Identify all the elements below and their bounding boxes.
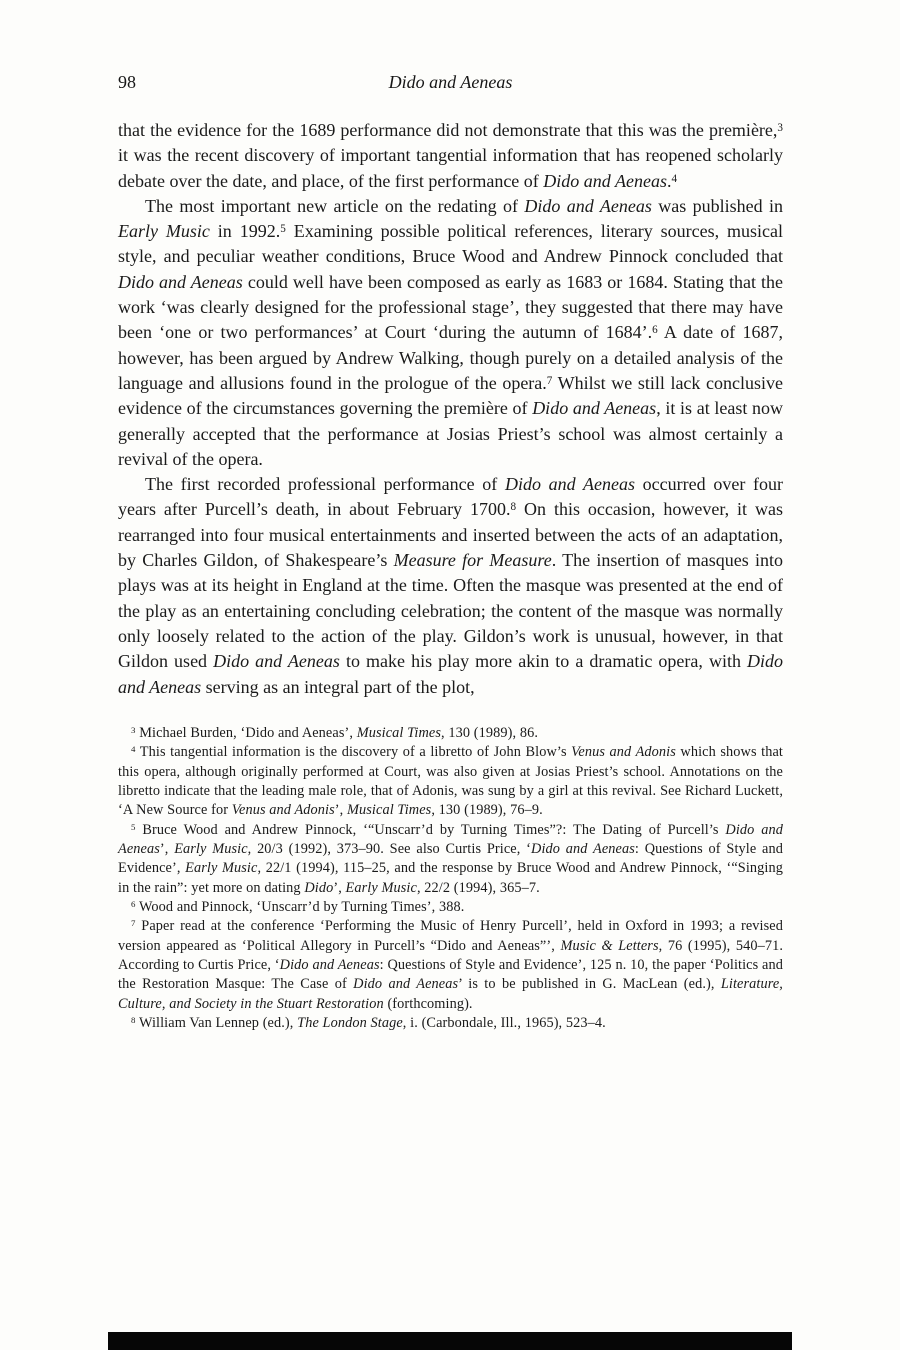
text-run: , 22/2 (1994), 365–7. xyxy=(416,879,540,896)
text-run: was published in xyxy=(651,195,784,216)
paragraph xyxy=(118,118,783,194)
italic-text-run: Dido and Aeneas xyxy=(118,821,783,857)
footnote-number: 5 xyxy=(131,821,136,832)
italic-text-run: Dido and Aeneas xyxy=(279,956,380,973)
text-run: On this occasion, however, it was rearranged into four musical entertainments and inserted between the acts of an adaptation, by Charles Gildon, of Shakespeare’s xyxy=(118,499,783,571)
footnote xyxy=(118,917,783,1014)
italic-text-run: Dido and Aeneas xyxy=(118,651,784,697)
footnote-ref: 3 xyxy=(777,121,783,134)
italic-text-run: Dido and Aeneas xyxy=(353,976,459,993)
italic-text-run: Dido and Aeneas xyxy=(543,170,667,191)
text-run: to make his play more akin to a dramatic opera, with xyxy=(339,651,748,672)
footnote xyxy=(118,898,783,917)
text-run: : Questions of Style and Evidence’, xyxy=(118,840,783,877)
italic-text-run: Early Music xyxy=(345,879,417,896)
text-run: occurred over four years after Purcell’s death, in about February 1700. xyxy=(118,474,783,520)
footnote xyxy=(118,743,783,820)
text-run: , 130 (1989), 86. xyxy=(441,724,539,741)
italic-text-run: Early Music xyxy=(185,860,258,877)
text-run: , 20/3 (1992), 373–90. See also Curtis Price, ‘ xyxy=(247,840,532,857)
text-run: . xyxy=(666,170,672,191)
scan-artifact-bar xyxy=(108,1332,792,1350)
italic-text-run: Musical Times xyxy=(356,724,442,741)
paragraph xyxy=(118,194,783,472)
text-run: serving as an integral part of the plot, xyxy=(201,676,475,697)
italic-text-run: Dido and Aeneas xyxy=(532,398,657,419)
text-run: Examining possible political references, literary sources, musical style, and peculiar weather conditions, Bruce Wood and Andrew Pinnock concluded that xyxy=(118,221,783,267)
italic-text-run: Dido and Aeneas xyxy=(118,271,243,292)
text-run: William Van Lennep (ed.), xyxy=(135,1014,298,1031)
text-run: , it is at least now generally accepted that the performance at Josias Priest’s school was almost certainly a revival of the opera. xyxy=(118,398,784,469)
text-run: could well have been composed as early as 1683 or 1684. Stating that the work ‘was clearly designed for the professional stage’, they suggested that there may have been ‘one or two performances’ at Court ‘during the autumn of 1684’. xyxy=(118,271,783,343)
italic-text-run: Venus and Adonis xyxy=(231,802,335,819)
italic-text-run: Dido and Aeneas xyxy=(531,840,635,857)
text-run: (forthcoming). xyxy=(383,995,473,1012)
footnote-number: 7 xyxy=(131,918,136,929)
text-run: in 1992. xyxy=(209,221,281,242)
text-run: ’, xyxy=(333,879,346,896)
italic-text-run: Dido and Aeneas xyxy=(504,474,635,495)
text-run: Wood and Pinnock, ‘Unscarr’d by Turning Times’, 388. xyxy=(135,898,465,915)
paragraph xyxy=(118,472,783,700)
text-run: Whilst we still lack conclusive evidence of the circumstances governing the première of xyxy=(118,372,784,419)
text-run: Michael Burden, ‘Dido and Aeneas’, xyxy=(135,724,357,741)
text-run: ’, xyxy=(334,802,347,819)
footnote-ref: 8 xyxy=(510,501,517,514)
italic-text-run: Music & Letters xyxy=(560,937,659,954)
footnote-number: 8 xyxy=(131,1015,136,1025)
italic-text-run: Dido and Aeneas xyxy=(524,195,652,216)
footnote xyxy=(118,1014,783,1033)
running-head xyxy=(118,72,783,98)
italic-text-run: Measure for Measure xyxy=(393,550,552,571)
page-number: 98 xyxy=(118,72,136,92)
text-run: The most important new article on the redating of xyxy=(145,195,525,216)
text-run: Paper read at the conference ‘Performing the Music of Henry Purcell’, held in Oxford in 1993; a revised version appeared as ‘Political Allegory in Purcell’s “Dido and Aeneas”’, xyxy=(118,918,783,954)
text-run: which shows that this opera, although originally performed at Court, was also given at Josias Priest’s school. Annotations on the libretto indicate that the leading male role, that of Adonis, was sung by a girl at this revival. See Richard Luckett, ‘A New Source for xyxy=(118,744,783,819)
italic-text-run: Dido xyxy=(304,879,334,896)
italic-text-run: Venus and Adonis xyxy=(571,744,676,761)
italic-text-run: Musical Times xyxy=(347,802,432,819)
footnote-number: 3 xyxy=(131,724,136,735)
running-title: Dido and Aeneas xyxy=(388,72,513,92)
footnote-ref: 4 xyxy=(671,172,678,185)
text-run: it was the recent discovery of important tangential information that has reopened scholarly debate over the date, and place, of the first performance of xyxy=(118,145,783,191)
footnote-number: 6 xyxy=(131,898,136,909)
text-run: The first recorded professional performance of xyxy=(145,474,505,495)
text-run: , i. (Carbondale, Ill., 1965), 523–4. xyxy=(402,1014,606,1031)
body-text xyxy=(118,118,783,700)
italic-text-run: Early Music xyxy=(174,840,248,857)
footnote xyxy=(118,724,783,743)
text-run: A date of 1687, however, has been argued by Andrew Walking, though purely on a detailed analysis of the language and allusions found in the prologue of the opera. xyxy=(118,322,783,393)
footnote-ref: 6 xyxy=(652,324,658,337)
text-run: , 76 (1995), 540–71. According to Curtis Price, ‘ xyxy=(118,937,783,973)
footnote-number: 4 xyxy=(131,744,136,755)
text-block xyxy=(118,72,783,1033)
text-run: ’, xyxy=(159,840,175,857)
footnote-ref: 7 xyxy=(546,374,553,387)
text-run: . The insertion of masques into plays was at its height in England at the time. Often the masque was presented at the end of the play as an entertaining concluding celebration; the content of the masque was normally only loosely related to the action of the play. Gildon’s work is unusual, however, in that Gildon used xyxy=(118,550,783,672)
italic-text-run: Early Music xyxy=(118,221,210,242)
footnote-ref: 5 xyxy=(280,223,286,236)
italic-text-run: Dido and Aeneas xyxy=(213,651,340,672)
text-run: This tangential information is the discovery of a libretto of John Blow’s xyxy=(135,744,572,761)
text-run: that the evidence for the 1689 performance did not demonstrate that this was the première, xyxy=(118,120,778,140)
text-run: , 22/1 (1994), 115–25, and the response by Bruce Wood and Andrew Pinnock, ‘“Singing in the rain”: yet more on dating xyxy=(118,860,783,896)
italic-text-run: Literature, Culture, and Society in the Stuart Restoration xyxy=(118,976,783,1012)
italic-text-run: The London Stage xyxy=(297,1014,403,1031)
text-run: , 130 (1989), 76–9. xyxy=(431,802,543,819)
text-run: : Questions of Style and Evidence’, 125 n. 10, the paper ‘Politics and the Restoration Masque: The Case of xyxy=(118,956,783,993)
text-run: Bruce Wood and Andrew Pinnock, ‘“Unscarr’d by Turning Times”?: The Dating of Purcell’s xyxy=(135,821,726,838)
footnotes xyxy=(118,724,783,1034)
footnote xyxy=(118,821,783,898)
text-run: ’ is to be published in G. MacLean (ed.), xyxy=(458,976,721,993)
